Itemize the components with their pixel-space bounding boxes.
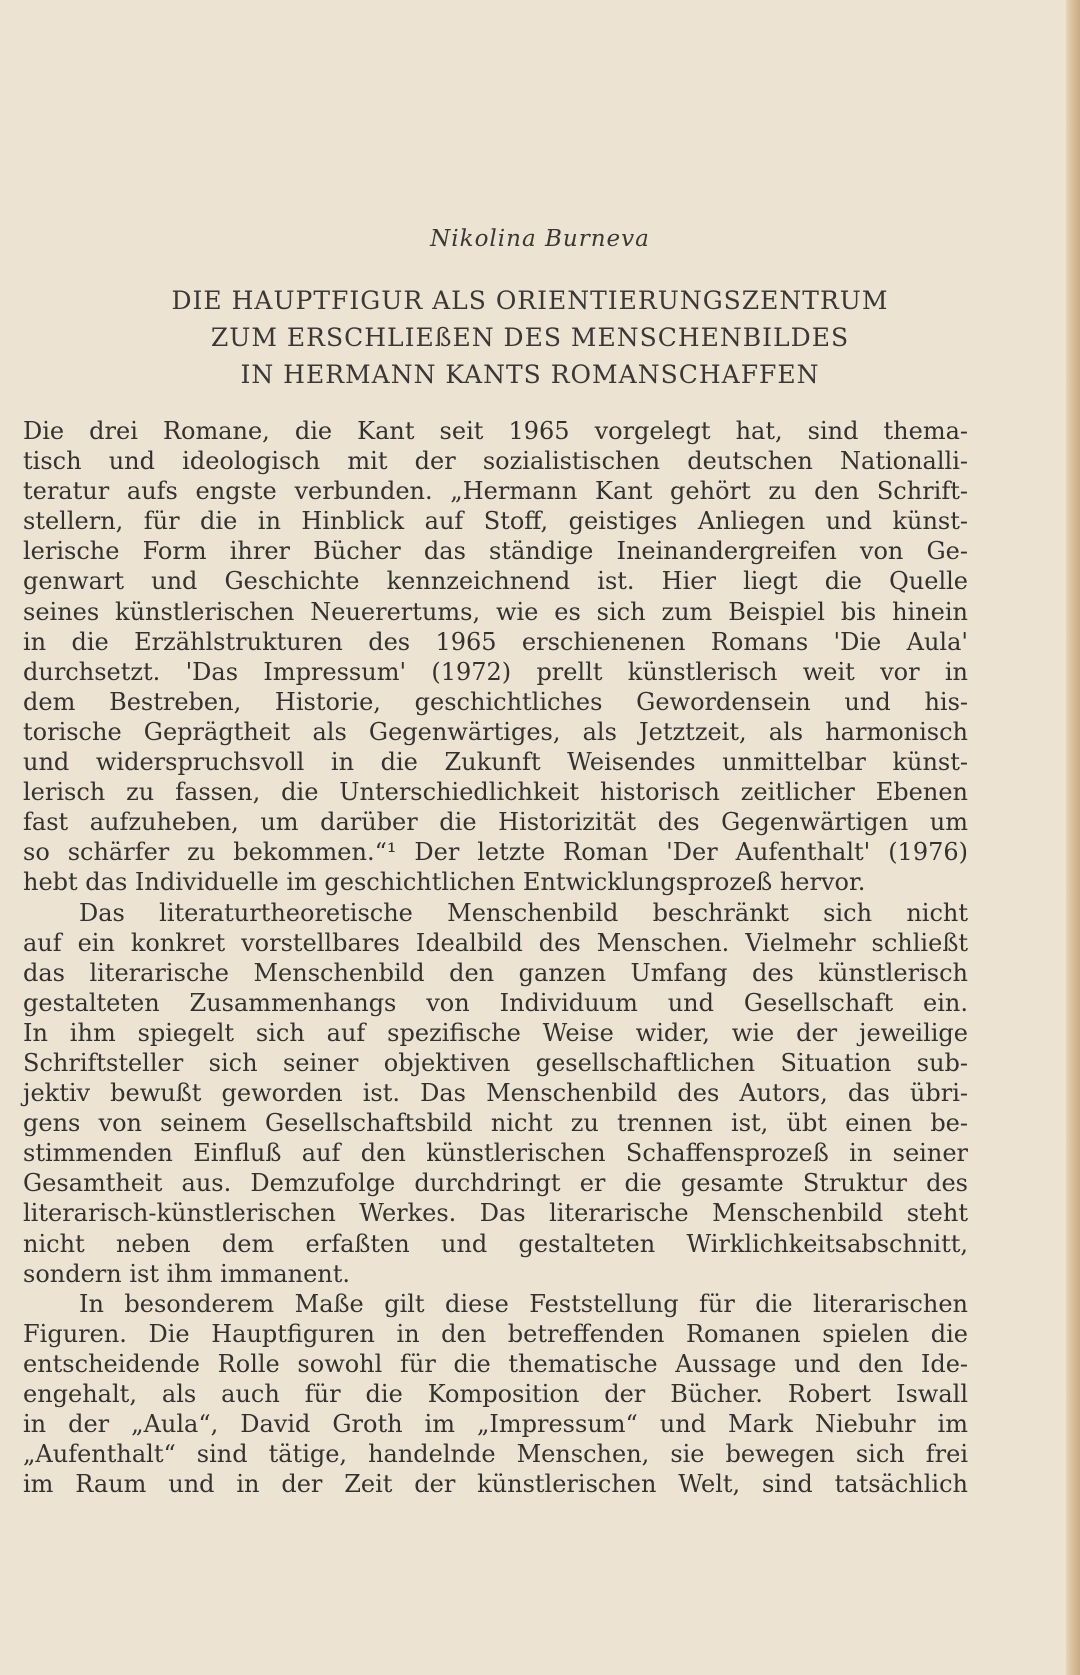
- body-line: Das literaturtheoretische Menschenbild beschränkt sich nicht: [79, 898, 968, 927]
- body-line: genwart und Geschichte kennzeichnend ist. Hier liegt die Quelle: [23, 567, 968, 596]
- body-line: lerisch zu fassen, die Unterschiedlichkeit historisch zeitlicher Ebenen: [23, 778, 968, 807]
- body-text: [23, 416, 968, 1499]
- body-line: dem Bestreben, Historie, geschichtliches Gewordensein und his-: [23, 687, 968, 716]
- body-line: durchsetzt. 'Das Impressum' (1972) prellt künstlerisch weit vor in: [23, 657, 968, 686]
- body-line: fast aufzuheben, um darüber die Historizität des Gegenwärtigen um: [23, 808, 968, 837]
- body-line: tisch und ideologisch mit der sozialistischen deutschen Nationalli-: [23, 447, 968, 476]
- body-line: In ihm spiegelt sich auf spezifische Weise wider, wie der jeweilige: [23, 1018, 968, 1047]
- article-title: [60, 282, 1000, 393]
- body-line: Die drei Romane, die Kant seit 1965 vorgelegt hat, sind thema-: [23, 417, 968, 445]
- body-line: gestalteten Zusammenhangs von Individuum und Gesellschaft ein.: [23, 988, 968, 1017]
- body-line: lerische Form ihrer Bücher das ständige Ineinandergreifen von Ge-: [23, 537, 968, 566]
- body-line: entscheidende Rolle sowohl für die thematische Aussage und den Ide-: [23, 1349, 968, 1378]
- body-line: Gesamtheit aus. Demzufolge durchdringt er die gesamte Struktur des: [23, 1169, 968, 1198]
- body-line: so schärfer zu bekommen.“¹ Der letzte Roman 'Der Aufenthalt' (1976): [23, 838, 968, 867]
- body-line: literarisch-künstlerischen Werkes. Das literarische Menschenbild steht: [23, 1199, 968, 1228]
- author-name: Nikolina Burneva: [430, 226, 650, 252]
- body-line: seines künstlerischen Neuerertums, wie es sich zum Beispiel bis hinein: [23, 597, 968, 626]
- body-line: stimmenden Einfluß auf den künstlerischen Schaffensprozeß in seiner: [23, 1139, 968, 1168]
- body-line: Figuren. Die Hauptfiguren in den betreffenden Romanen spielen die: [23, 1319, 968, 1348]
- body-line: in die Erzählstrukturen des 1965 erschienenen Romans 'Die Aula': [23, 627, 968, 656]
- body-line: nicht neben dem erfaßten und gestalteten Wirklichkeitsabschnitt,: [23, 1229, 968, 1258]
- body-line: im Raum und in der Zeit der künstlerischen Welt, sind tatsächlich: [23, 1470, 968, 1499]
- body-line: das literarische Menschenbild den ganzen Umfang des künstlerisch: [23, 958, 968, 987]
- body-line: Schriftsteller sich seiner objektiven gesellschaftlichen Situation sub-: [23, 1048, 968, 1077]
- body-line: In besonderem Maße gilt diese Feststellung für die literarischen: [79, 1289, 968, 1318]
- body-line: auf ein konkret vorstellbares Idealbild des Menschen. Vielmehr schließt: [23, 928, 968, 957]
- title-line: DIE HAUPTFIGUR ALS ORIENTIERUNGSZENTRUM: [171, 286, 889, 315]
- body-line: sondern ist ihm immanent.: [23, 1259, 351, 1288]
- body-line: hebt das Individuelle im geschichtlichen Entwicklungsprozeß hervor.: [23, 868, 866, 897]
- body-line: in der „Aula“, David Groth im „Impressum“ und Mark Niebuhr im: [23, 1410, 968, 1439]
- title-line: ZUM ERSCHLIEßEN DES MENSCHENBILDES: [210, 323, 850, 352]
- body-line: jektiv bewußt geworden ist. Das Menschenbild des Autors, das übri-: [23, 1079, 968, 1108]
- body-line: torische Geprägtheit als Gegenwärtiges, als Jetztzeit, als harmonisch: [23, 717, 968, 746]
- title-line: IN HERMANN KANTS ROMANSCHAFFEN: [240, 360, 820, 389]
- body-line: „Aufenthalt“ sind tätige, handelnde Menschen, sie bewegen sich frei: [23, 1440, 968, 1469]
- body-line: stellern, für die in Hinblick auf Stoff, geistiges Anliegen und künst-: [23, 507, 968, 536]
- body-line: engehalt, als auch für die Komposition der Bücher. Robert Iswall: [23, 1380, 968, 1408]
- body-line: gens von seinem Gesellschaftsbild nicht zu trennen ist, übt einen be-: [23, 1109, 968, 1138]
- body-line: und widerspruchsvoll in die Zukunft Weisendes unmittelbar künst-: [23, 748, 968, 777]
- body-line: teratur aufs engste verbunden. „Hermann Kant gehört zu den Schrift-: [23, 477, 968, 506]
